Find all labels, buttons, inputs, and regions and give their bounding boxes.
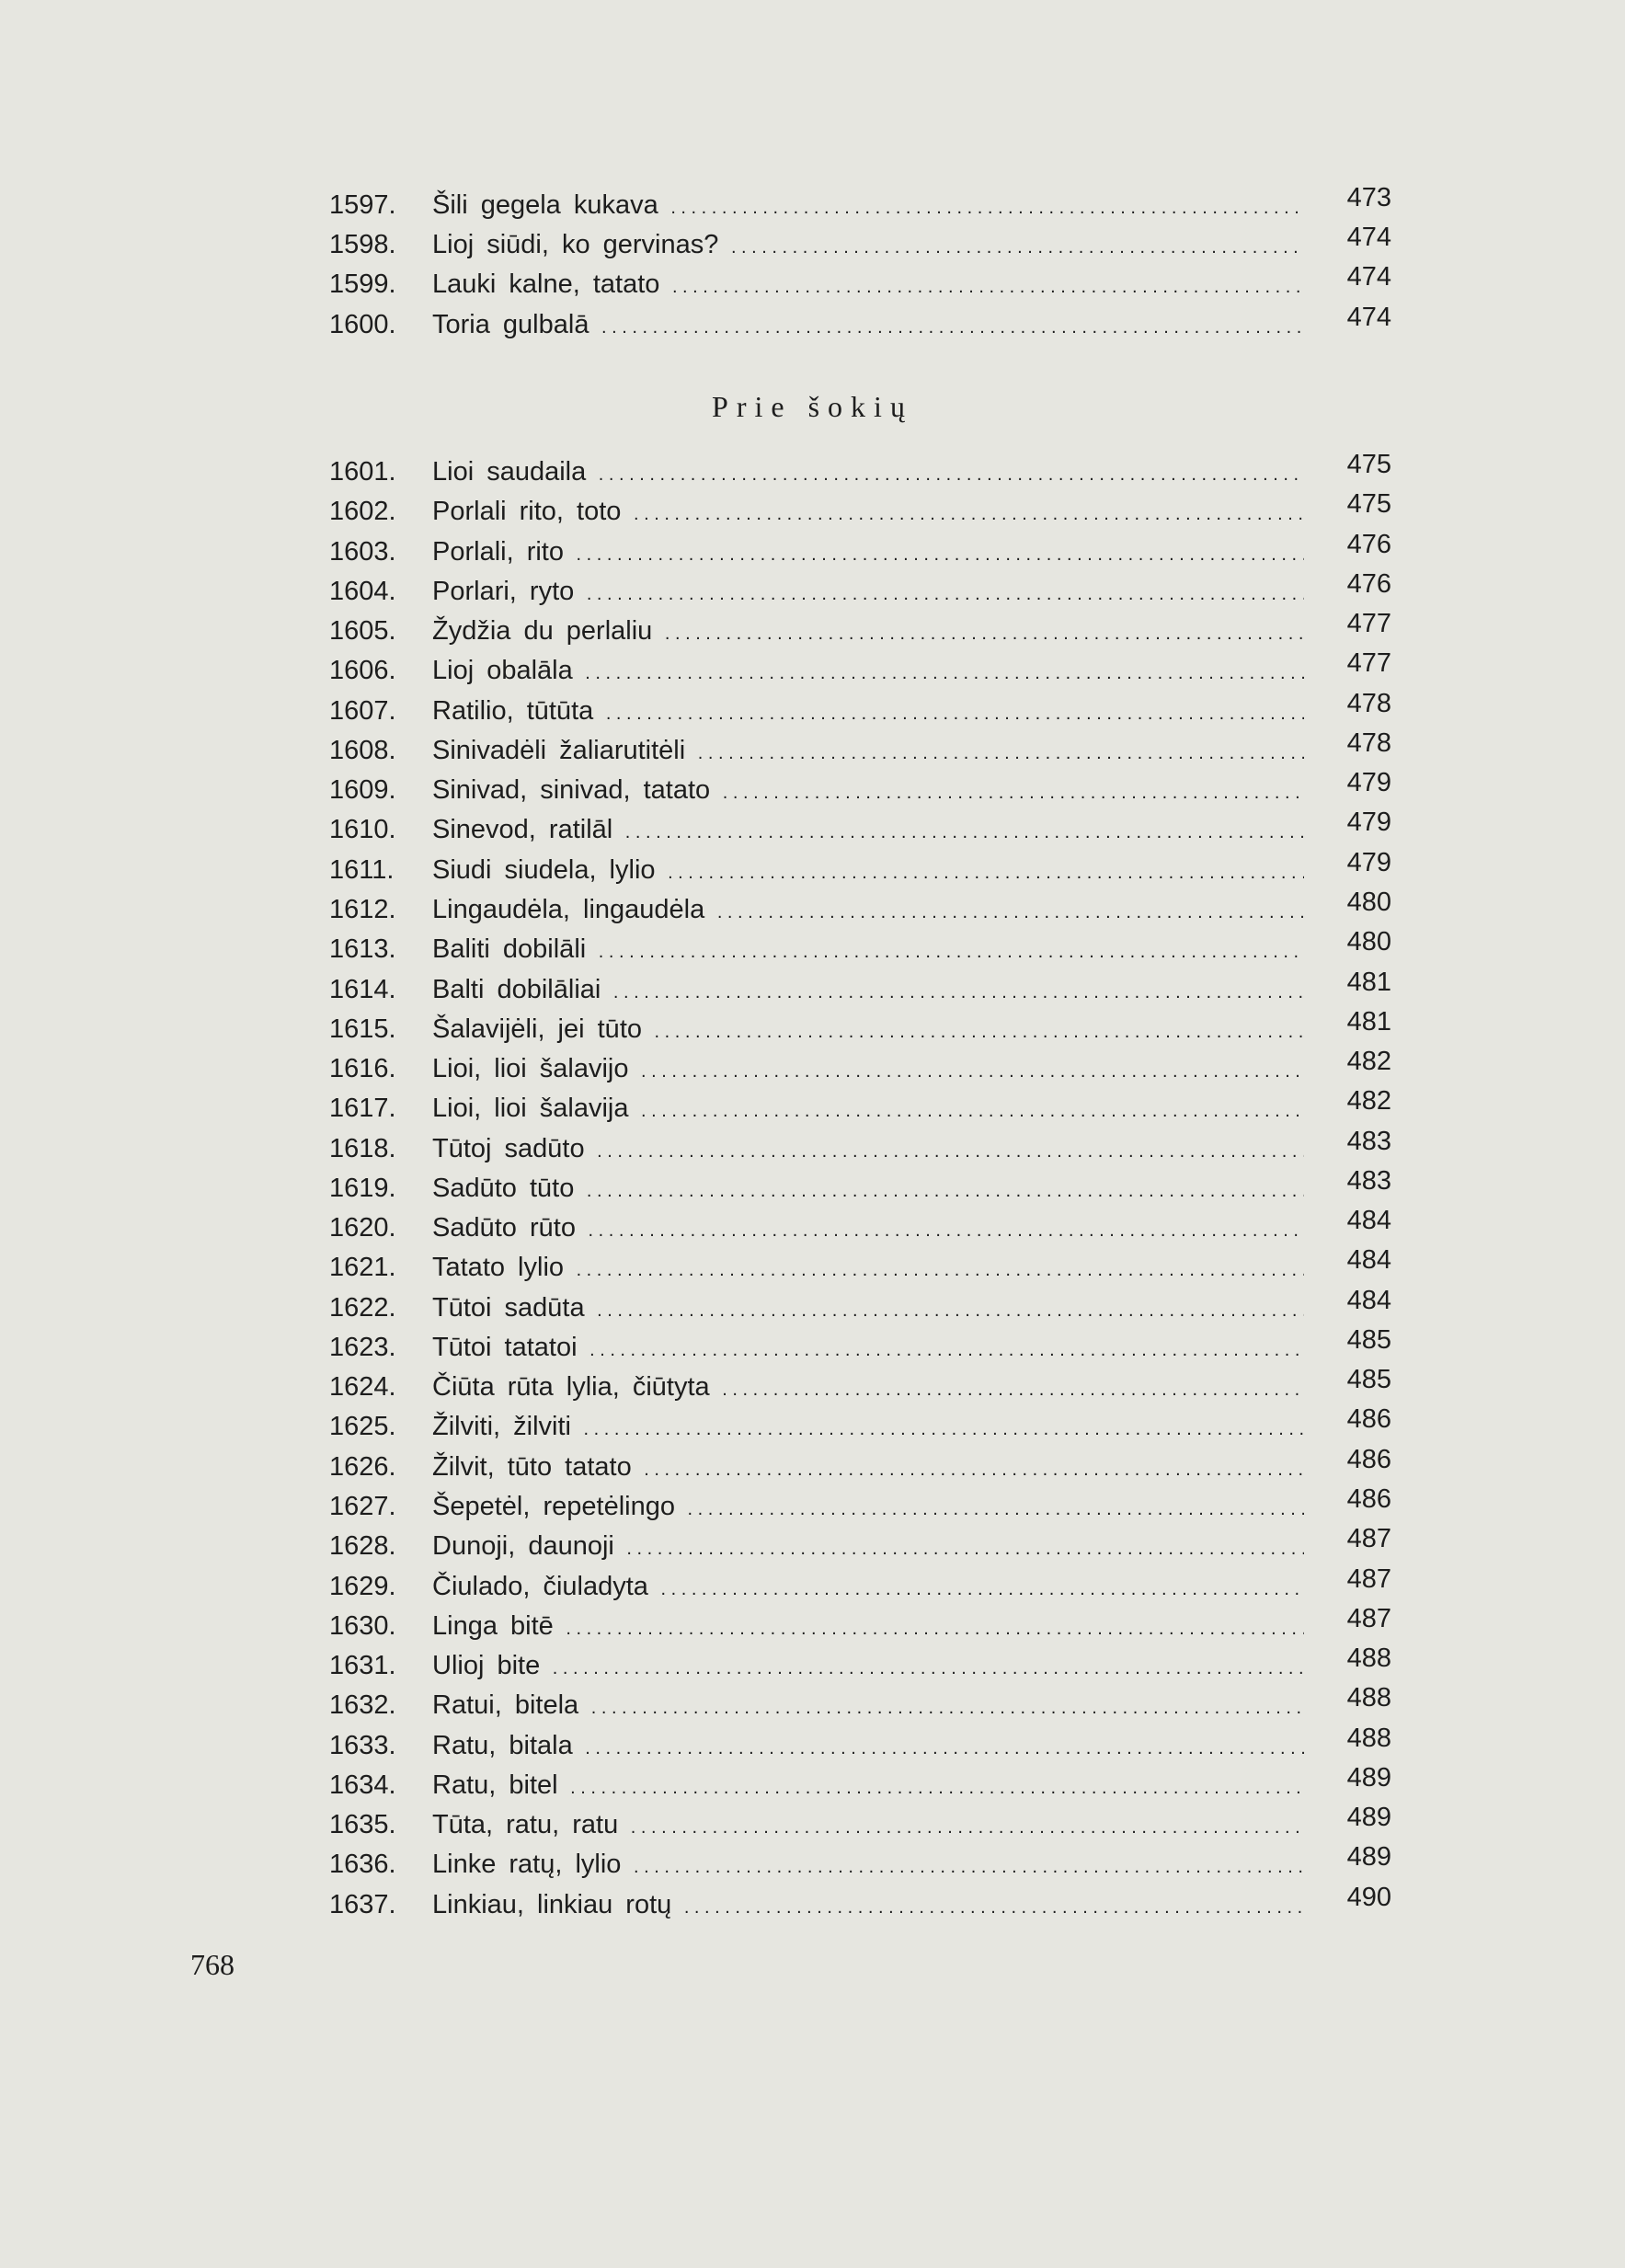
entry-page-number: 489 (1346, 1763, 1391, 1793)
entry-title-leader (432, 1408, 1304, 1448)
toc-entry (329, 569, 1391, 610)
entry-title-leader (432, 1130, 1304, 1170)
entry-title: Tatato lylio (432, 1253, 565, 1282)
entry-number: 1597. (329, 190, 396, 220)
entry-title-leader (432, 1886, 1304, 1926)
entry-title-leader (432, 1249, 1304, 1289)
entry-title-leader (432, 732, 1304, 772)
toc-entry (329, 1564, 1391, 1605)
entry-number: 1607. (329, 696, 396, 726)
entry-page-number: 479 (1346, 848, 1391, 877)
entry-title-leader (432, 533, 1304, 573)
entry-title: Čiūta rūta lylia, čiūtyta (432, 1372, 710, 1402)
entry-title-leader (432, 1449, 1304, 1488)
entry-page-number: 477 (1346, 609, 1391, 638)
entry-number: 1601. (329, 457, 396, 487)
entry-title: Lioj siūdi, ko gervinas? (432, 230, 719, 259)
entry-number: 1604. (329, 577, 396, 606)
toc-entry (329, 1604, 1391, 1644)
entry-title: Šalavijėli, jei tūto (432, 1014, 642, 1044)
entry-page-number: 484 (1346, 1206, 1391, 1235)
entry-page-number: 476 (1346, 530, 1391, 559)
entry-page-number: 475 (1346, 450, 1391, 479)
entry-page-number: 487 (1346, 1524, 1391, 1553)
entry-title-leader (432, 971, 1304, 1011)
entry-page-number: 473 (1346, 183, 1391, 212)
entry-title-leader (432, 1767, 1304, 1806)
entry-title: Porlari, ryto (432, 577, 575, 606)
toc-entry (329, 1365, 1391, 1405)
entry-page-number: 489 (1346, 1803, 1391, 1832)
entry-number: 1634. (329, 1770, 396, 1800)
entry-number: 1626. (329, 1452, 396, 1482)
entry-title-leader (432, 1329, 1304, 1369)
entry-title-leader (432, 1011, 1304, 1050)
toc-entry (329, 808, 1391, 848)
entry-number: 1628. (329, 1531, 396, 1561)
toc-entry (329, 1047, 1391, 1087)
entry-number: 1613. (329, 934, 396, 964)
toc-entry (329, 1484, 1391, 1525)
entry-title-leader (432, 453, 1304, 493)
entry-page-number: 483 (1346, 1166, 1391, 1196)
entry-title: Linga bitē (432, 1611, 554, 1641)
entry-number: 1622. (329, 1293, 396, 1323)
entry-page-number: 488 (1346, 1683, 1391, 1712)
entry-title: Čiulado, čiuladyta (432, 1572, 648, 1601)
entry-title: Linkiau, linkiau rotų (432, 1890, 672, 1919)
entry-title-leader (432, 1209, 1304, 1249)
entry-title: Ulioj bite (432, 1651, 541, 1680)
entry-title-leader (432, 772, 1304, 811)
entry-page-number: 486 (1346, 1404, 1391, 1434)
entry-number: 1598. (329, 230, 396, 259)
toc-entry (329, 648, 1391, 689)
toc-entry (329, 1127, 1391, 1167)
entry-title-leader (432, 573, 1304, 613)
entry-number: 1630. (329, 1611, 396, 1641)
entry-title: Linke ratų, lylio (432, 1850, 622, 1879)
entry-title: Lioi, lioi šalavijo (432, 1054, 629, 1083)
entry-title: Porlali, rito (432, 537, 564, 567)
entry-page-number: 487 (1346, 1564, 1391, 1594)
entry-title: Tūta, ratu, ratu (432, 1810, 619, 1839)
toc-entry (329, 888, 1391, 928)
entry-title-leader (432, 226, 1304, 266)
entry-title-leader (432, 1687, 1304, 1726)
toc-entry (329, 489, 1391, 530)
entry-page-number: 490 (1346, 1883, 1391, 1912)
entry-title: Sinevod, ratilāl (432, 815, 613, 844)
entry-number: 1610. (329, 815, 396, 844)
toc-entry (329, 1842, 1391, 1883)
toc-entry (329, 609, 1391, 649)
entry-number: 1619. (329, 1174, 396, 1203)
entry-title-leader (432, 266, 1304, 305)
entry-number: 1599. (329, 269, 396, 299)
entry-page-number: 488 (1346, 1644, 1391, 1673)
entry-page-number: 485 (1346, 1325, 1391, 1355)
entry-title: Balti dobilāliai (432, 975, 601, 1004)
entry-title-leader (432, 693, 1304, 732)
entry-number: 1616. (329, 1054, 396, 1083)
entry-page-number: 486 (1346, 1484, 1391, 1514)
toc-entry (329, 1166, 1391, 1207)
toc-entry (329, 1803, 1391, 1843)
toc-entry (329, 1644, 1391, 1684)
entry-number: 1637. (329, 1890, 396, 1919)
entry-page-number: 475 (1346, 489, 1391, 519)
entry-number: 1629. (329, 1572, 396, 1601)
entry-number: 1624. (329, 1372, 396, 1402)
entry-page-number: 474 (1346, 303, 1391, 332)
entry-page-number: 484 (1346, 1286, 1391, 1315)
entry-title: Siudi siudela, lylio (432, 855, 656, 885)
entry-number: 1611. (329, 855, 395, 885)
entry-title-leader (432, 493, 1304, 533)
entry-title: Sadūto rūto (432, 1213, 576, 1243)
entry-page-number: 481 (1346, 1007, 1391, 1037)
entry-title: Lauki kalne, tatato (432, 269, 660, 299)
entry-title-leader (432, 1806, 1304, 1846)
entry-title-leader (432, 613, 1304, 652)
entry-title-leader (432, 1647, 1304, 1687)
entry-title: Dunoji, daunoji (432, 1531, 614, 1561)
entry-title: Žydžia du perlaliu (432, 616, 653, 646)
toc-entry (329, 223, 1391, 263)
entry-title-leader (432, 1369, 1304, 1408)
entry-page-number: 489 (1346, 1842, 1391, 1872)
entry-title: Lioi saudaila (432, 457, 587, 487)
entry-number: 1605. (329, 616, 396, 646)
entry-title-leader (432, 1289, 1304, 1329)
toc-entry (329, 262, 1391, 303)
entry-page-number: 478 (1346, 689, 1391, 718)
toc-entry (329, 1404, 1391, 1445)
entry-title: Porlali rito, toto (432, 497, 622, 526)
entry-title: Žilviti, žilviti (432, 1412, 571, 1441)
entry-title-leader (432, 1090, 1304, 1129)
entry-title: Sadūto tūto (432, 1174, 575, 1203)
entry-page-number: 478 (1346, 728, 1391, 758)
entry-number: 1632. (329, 1690, 396, 1720)
entry-title-leader (432, 306, 1304, 346)
entry-title: Tūtoj sadūto (432, 1134, 585, 1163)
entry-title-leader (432, 1170, 1304, 1209)
entry-number: 1612. (329, 895, 396, 924)
toc-entry (329, 927, 1391, 968)
entry-number: 1625. (329, 1412, 396, 1441)
toc-entry (329, 1883, 1391, 1923)
entry-page-number: 479 (1346, 808, 1391, 837)
entry-page-number: 482 (1346, 1047, 1391, 1076)
toc-entry (329, 1524, 1391, 1564)
toc-entry (329, 1206, 1391, 1246)
entry-number: 1621. (329, 1253, 396, 1282)
toc-entry (329, 1245, 1391, 1286)
toc-entry (329, 1286, 1391, 1326)
entry-title: Tūtoi sadūta (432, 1293, 585, 1323)
entry-number: 1617. (329, 1094, 396, 1123)
entry-title-leader (432, 1050, 1304, 1090)
entry-page-number: 479 (1346, 768, 1391, 797)
entry-number: 1623. (329, 1333, 396, 1362)
toc-entry (329, 689, 1391, 729)
toc-entry (329, 1007, 1391, 1048)
entry-number: 1600. (329, 310, 396, 339)
entry-title-leader (432, 852, 1304, 891)
entry-title: Lioj obalāla (432, 656, 573, 685)
entry-number: 1606. (329, 656, 396, 685)
entry-number: 1635. (329, 1810, 396, 1839)
entry-title-leader (432, 1488, 1304, 1528)
entry-title-leader (432, 187, 1304, 226)
entry-number: 1614. (329, 975, 396, 1004)
entry-number: 1618. (329, 1134, 396, 1163)
entry-page-number: 488 (1346, 1724, 1391, 1753)
entry-page-number: 482 (1346, 1086, 1391, 1116)
entry-title: Ratu, bitala (432, 1731, 573, 1760)
entry-title: Toria gulbalā (432, 310, 589, 339)
entry-title: Lioi, lioi šalavija (432, 1094, 629, 1123)
entry-page-number: 481 (1346, 968, 1391, 997)
entry-page-number: 477 (1346, 648, 1391, 678)
entry-number: 1608. (329, 736, 396, 765)
toc-entry (329, 450, 1391, 490)
toc-entry (329, 1683, 1391, 1724)
section-heading: Prie šokių (712, 390, 913, 423)
entry-page-number: 487 (1346, 1604, 1391, 1633)
entry-title: Ratilio, tūtūta (432, 696, 594, 726)
toc-entry (329, 1724, 1391, 1764)
entry-number: 1602. (329, 497, 396, 526)
entry-page-number: 485 (1346, 1365, 1391, 1394)
toc-entry (329, 1445, 1391, 1485)
entry-title-leader (432, 811, 1304, 851)
entry-title: Tūtoi tatatoi (432, 1333, 578, 1362)
entry-number: 1631. (329, 1651, 396, 1680)
entry-number: 1609. (329, 775, 396, 805)
entry-title: Lingaudėla, lingaudėla (432, 895, 705, 924)
entry-title: Šepetėl, repetėlingo (432, 1492, 675, 1521)
entry-number: 1633. (329, 1731, 396, 1760)
toc-entry (329, 968, 1391, 1008)
entry-page-number: 480 (1346, 927, 1391, 956)
entry-number: 1636. (329, 1850, 396, 1879)
page-number: 768 (190, 1948, 235, 1981)
entry-title: Šili gegela kukava (432, 190, 658, 220)
entry-title-leader (432, 1568, 1304, 1608)
entry-title-leader (432, 1846, 1304, 1885)
toc-entry (329, 768, 1391, 808)
entry-title: Ratui, bitela (432, 1690, 579, 1720)
toc-entry (329, 303, 1391, 343)
entry-page-number: 474 (1346, 223, 1391, 252)
entry-page-number: 474 (1346, 262, 1391, 292)
entry-title: Sinivadėli žaliarutitėli (432, 736, 686, 765)
entry-title: Baliti dobilāli (432, 934, 587, 964)
entry-title: Žilvit, tūto tatato (432, 1452, 632, 1482)
entry-title-leader (432, 1608, 1304, 1647)
toc-entry (329, 1325, 1391, 1366)
entry-title-leader (432, 891, 1304, 931)
entry-title: Ratu, bitel (432, 1770, 558, 1800)
toc-entry (329, 530, 1391, 570)
entry-title: Sinivad, sinivad, tatato (432, 775, 711, 805)
entry-page-number: 486 (1346, 1445, 1391, 1474)
entry-page-number: 483 (1346, 1127, 1391, 1156)
entry-page-number: 480 (1346, 888, 1391, 917)
entry-title-leader (432, 1528, 1304, 1567)
toc-entry (329, 1763, 1391, 1804)
entry-number: 1620. (329, 1213, 396, 1243)
toc-entry (329, 1086, 1391, 1127)
entry-page-number: 484 (1346, 1245, 1391, 1275)
entry-number: 1615. (329, 1014, 396, 1044)
entry-title-leader (432, 652, 1304, 692)
toc-entry (329, 728, 1391, 769)
entry-title-leader (432, 931, 1304, 970)
entry-number: 1603. (329, 537, 396, 567)
entry-page-number: 476 (1346, 569, 1391, 599)
toc-entry (329, 848, 1391, 888)
entry-title-leader (432, 1727, 1304, 1767)
toc-entry (329, 183, 1391, 223)
entry-number: 1627. (329, 1492, 396, 1521)
